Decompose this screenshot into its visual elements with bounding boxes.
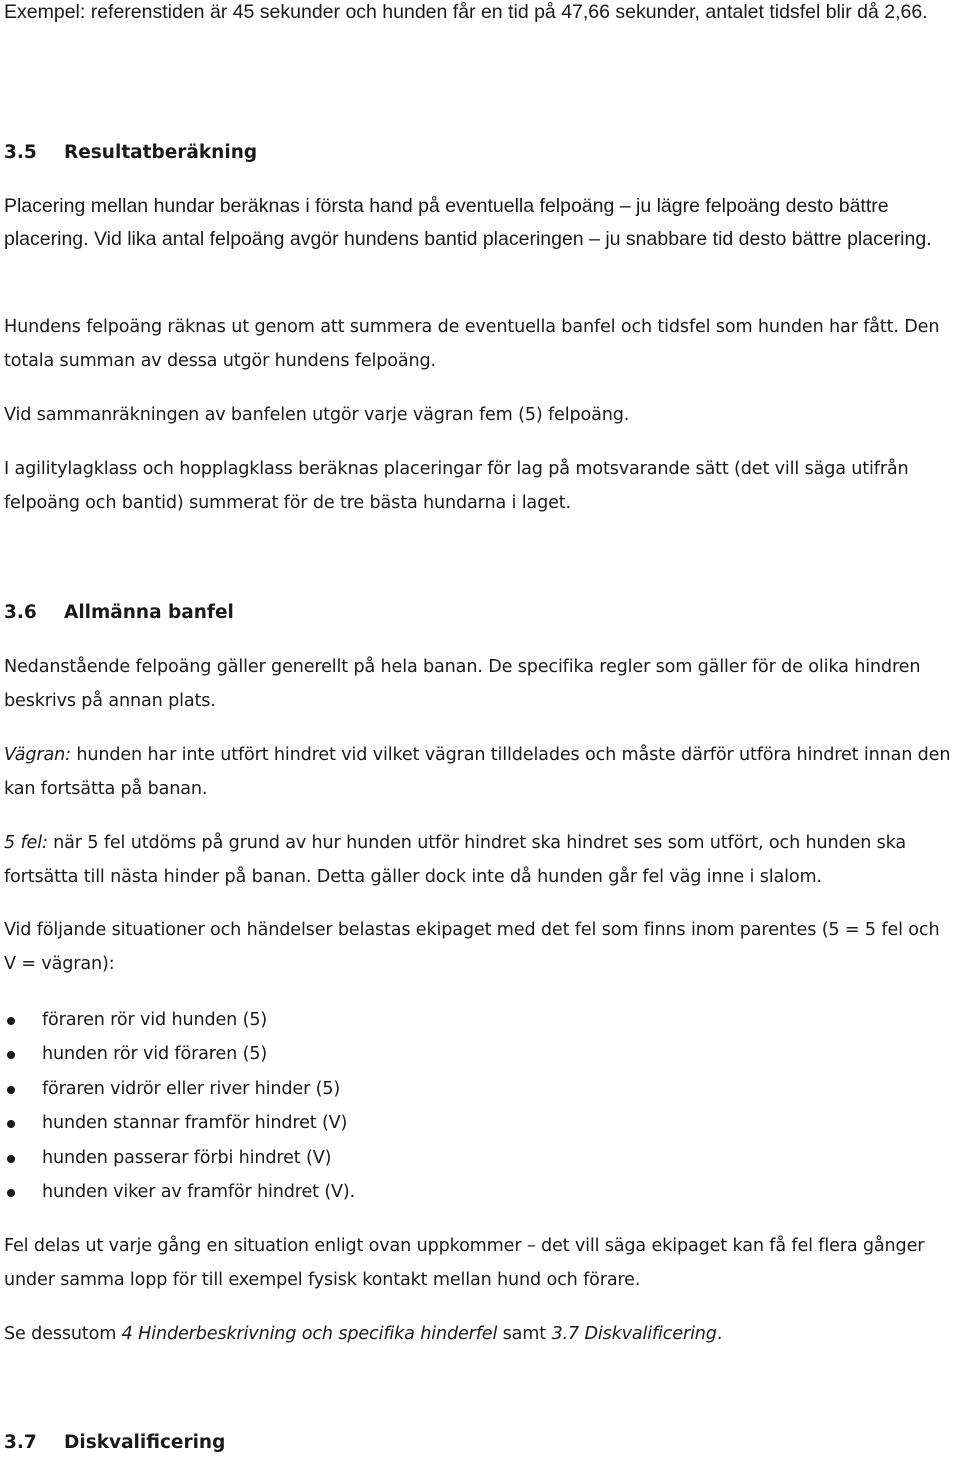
bullet-icon [7,1051,15,1059]
list-item: hunden passerar förbi hindret (V) [4,1141,956,1175]
refusal-term: Vägran: [4,745,71,765]
see-also-paragraph: Se dessutom 4 Hinderbeskrivning och specifika hinderfel samt 3.7 Diskvalificering. [4,1324,723,1344]
placement-paragraph [4,190,956,256]
list-item: hunden viker av framför hindret (V). [4,1175,956,1209]
section-title: Resultatberäkning [64,142,258,163]
section-number: 3.5 [4,142,37,163]
placement-text-part1: Placering mellan hundar beräknas i första hand på eventuella felpoäng – ju lägre felpoäng desto bättre placering. [4,195,889,250]
team-class-paragraph: I agilitylagklass och hopplagklass beräknas placeringar för lag på motsvarande sätt (det vill säga utifrån felpoäng och bantid) summerat för de tre bästa hundarna i laget. [4,459,909,513]
section-heading-3-6 [4,596,234,630]
section-heading-3-7 [4,1426,225,1460]
repeat-faults-paragraph: Fel delas ut varje gång en situation enligt ovan uppkommer – det vill säga ekipaget kan få fel flera gånger under samma lopp för till exempel fysisk kontakt mellan hund och förare. [4,1236,925,1290]
five-faults-term: 5 fel: [4,833,48,853]
bullet-icon [7,1120,15,1128]
refusal-points-paragraph: Vid sammanräkningen av banfelen utgör varje vägran fem (5) felpoäng. [4,405,630,425]
situations-intro-paragraph: Vid följande situationer och händelser belastas ekipaget med det fel som finns inom parentes (5 = 5 fel och V = vägran): [4,920,940,974]
section-title: Allmänna banfel [64,602,234,623]
list-item: hunden rör vid föraren (5) [4,1037,956,1071]
error-points-paragraph: Hundens felpoäng räknas ut genom att summera de eventuella banfel och tidsfel som hunden har fått. Den totala summan av dessa utgör hundens felpoäng. [4,317,940,371]
five-faults-definition-paragraph [4,826,960,894]
placement-text-part2: Vid lika antal felpoäng avgör hundens bantid placeringen – ju snabbare tid desto bättre placering. [88,228,932,250]
fault-situations-list [4,1003,956,1209]
refusal-definition: hunden har inte utfört hindret vid vilket vägran tilldelades och måste därför utföra hindret innan den kan fortsätta på banan. [4,745,951,799]
bullet-icon [7,1189,15,1197]
list-item: föraren vidrör eller river hinder (5) [4,1072,956,1106]
list-item: hunden stannar framför hindret (V) [4,1106,956,1140]
reference-obstacle-description: 4 Hinderbeskrivning och specifika hinderfel [121,1324,498,1344]
general-faults-paragraph: Nedanstående felpoäng gäller generellt på hela banan. De specifika regler som gäller för de olika hindren beskrivs på annan plats. [4,657,921,711]
reference-disqualification: 3.7 Diskvalificering [551,1324,717,1344]
section-number: 3.7 [4,1432,37,1453]
example-paragraph: Exempel: referenstiden är 45 sekunder och hunden får en tid på 47,66 sekunder, antalet tidsfel blir då 2,66. [4,1,928,23]
list-item: föraren rör vid hunden (5) [4,1003,956,1037]
section-title: Diskvalificering [64,1432,226,1453]
refusal-definition-paragraph [4,738,956,806]
bullet-icon [7,1086,15,1094]
section-heading-3-5 [4,136,257,170]
bullet-icon [7,1155,15,1163]
bullet-icon [7,1017,15,1025]
section-number: 3.6 [4,602,37,623]
five-faults-definition: när 5 fel utdöms på grund av hur hunden utför hindret ska hindret ses som utfört, och hunden ska fortsätta till nästa hinder på banan. Detta gäller dock inte då hunden går fel väg inne i slalom. [4,833,907,887]
